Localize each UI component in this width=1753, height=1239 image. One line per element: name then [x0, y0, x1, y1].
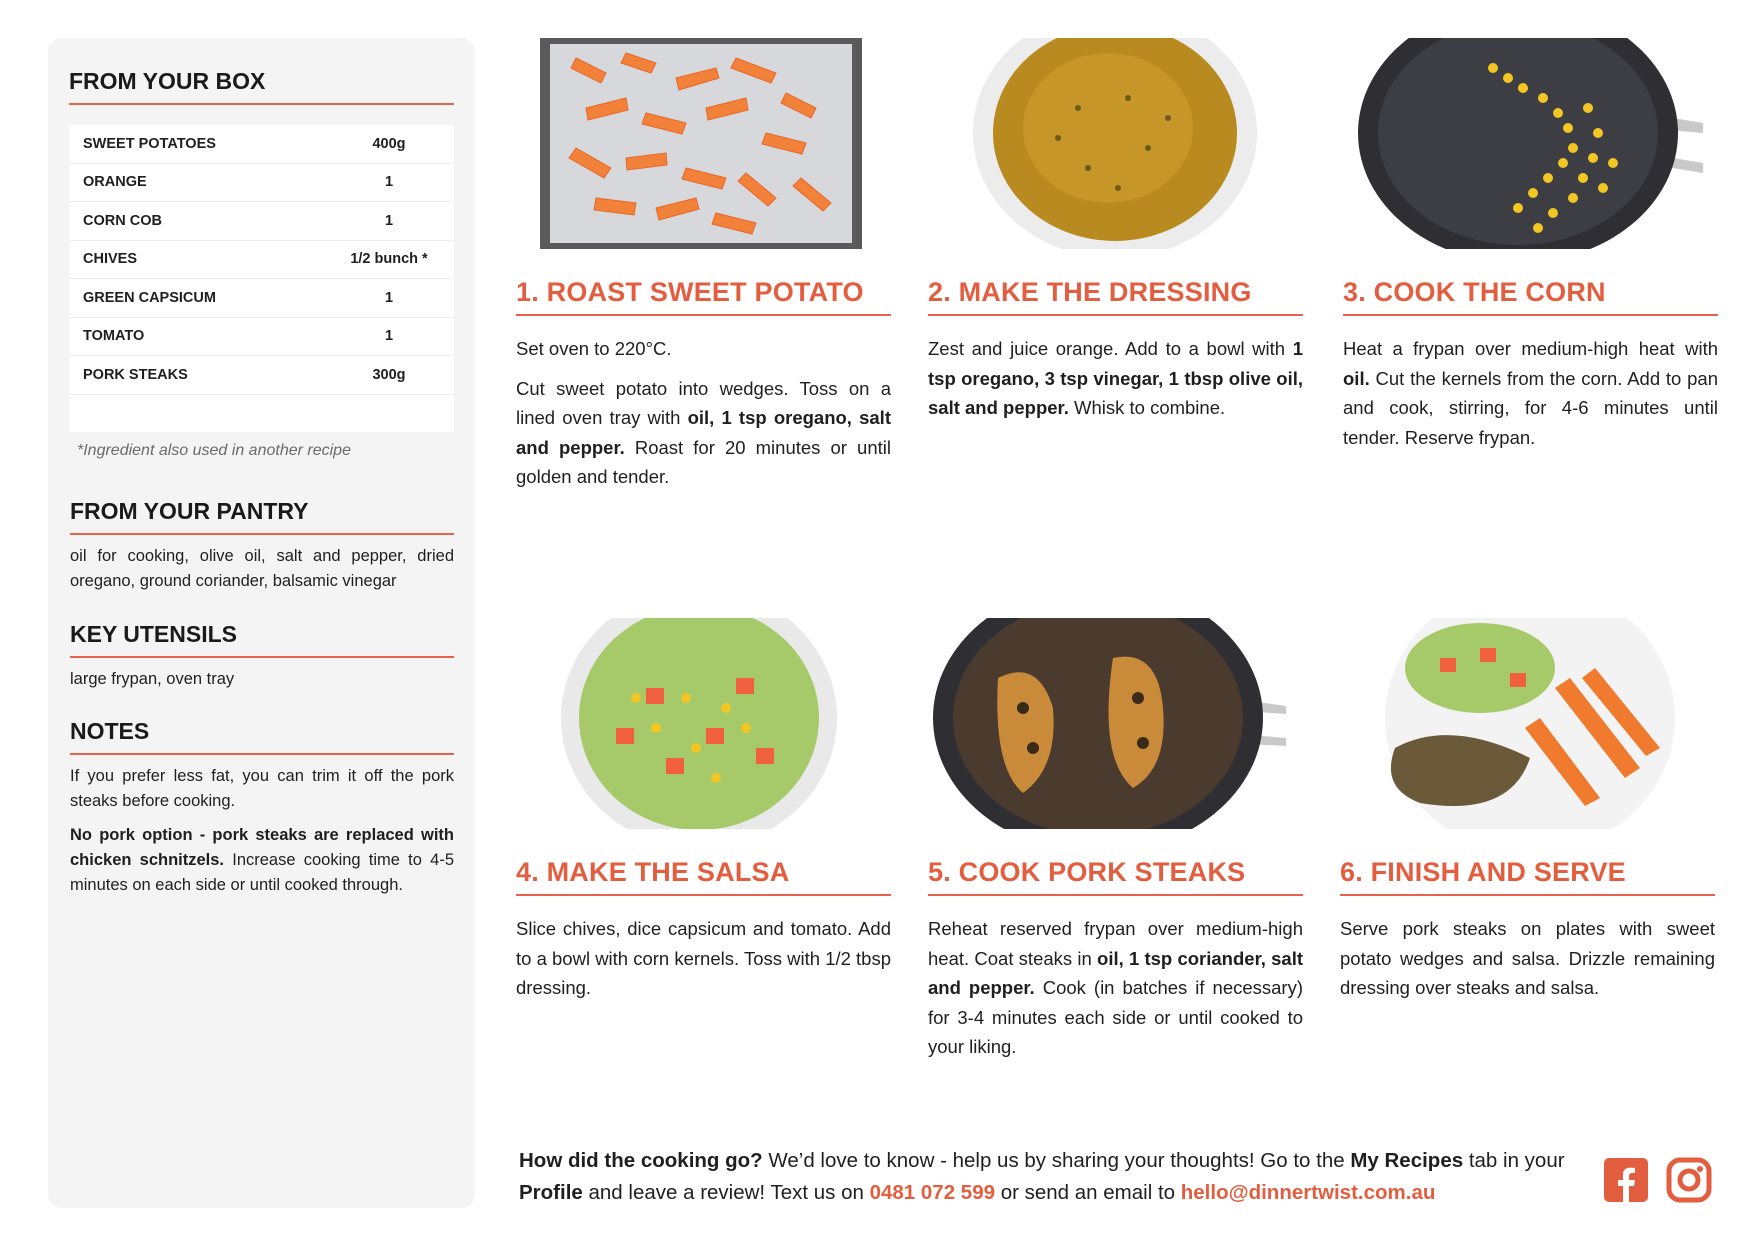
step-title: 6. FINISH AND SERVE — [1340, 857, 1715, 896]
table-row — [69, 318, 454, 357]
ingredient-name: GREEN CAPSICUM — [83, 289, 216, 306]
step-text — [516, 374, 891, 492]
step-text-part: Heat a frypan over medium-high heat with — [1343, 338, 1718, 359]
step-4 — [516, 618, 891, 1003]
salsa-bowl-photo — [516, 618, 891, 829]
notes-alternative — [70, 823, 454, 898]
ingredient-qty: 1 — [384, 289, 394, 306]
ingredient-qty: 1 — [384, 212, 394, 229]
step-text-part: Cook (in batches if necessary) for 3-4 minutes each side or until cooked to your liking. — [928, 977, 1304, 1057]
table-row — [69, 356, 454, 395]
finished-plate-photo — [1340, 618, 1715, 829]
step-text-part: Cut the kernels from the corn. Add to pan and cook, stirring, for 4-6 minutes until tender. Reserve frypan. — [1343, 367, 1718, 448]
notes-alternative-text: Increase cooking time to 4-5 minutes on each side or until cooked through. — [70, 851, 455, 894]
step-5 — [928, 618, 1303, 1062]
email-link[interactable]: hello@dinnertwist.com.au — [1180, 1180, 1436, 1204]
pantry-text: oil for cooking, olive oil, salt and pepper, dried oregano, ground coriander, balsamic vinegar — [70, 547, 454, 590]
step-text: Slice chives, dice capsicum and tomato. Add to a bowl with corn kernels. Toss with 1/2 tbsp dressing. — [516, 918, 891, 998]
step-text-part: Whisk to combine. — [1068, 397, 1226, 418]
step-2 — [928, 38, 1303, 423]
step-1 — [516, 38, 891, 492]
corn-pan-photo — [1343, 38, 1718, 249]
ingredient-qty: 300g — [372, 366, 406, 383]
table-row — [69, 202, 454, 241]
ingredient-name: TOMATO — [83, 328, 145, 345]
table-row — [69, 279, 454, 318]
notes-alternative-bold: No pork option - pork steaks are replaced with chicken schnitzels. — [70, 826, 454, 869]
step-title: 1. ROAST SWEET POTATO — [516, 277, 891, 316]
step-text: Set oven to 220°C. — [516, 338, 672, 359]
step-text-part: Roast for 20 minutes or until golden and tender. — [516, 436, 891, 487]
ingredient-name: CORN COB — [83, 212, 162, 229]
ingredient-name: CHIVES — [83, 251, 137, 268]
my-recipes-link[interactable]: My Recipes — [1350, 1149, 1464, 1172]
step-title: 4. MAKE THE SALSA — [516, 857, 891, 896]
from-your-box-heading: FROM YOUR BOX — [69, 68, 454, 105]
ingredient-name: SWEET POTATOES — [83, 135, 216, 152]
step-text-bold: oil. — [1343, 367, 1370, 389]
instagram-icon[interactable] — [1666, 1157, 1712, 1203]
step-text-bold: 1 tsp oregano, 3 tsp vinegar, 1 tbsp olive oil, salt and pepper. — [928, 338, 1303, 418]
ingredient-name: ORANGE — [83, 174, 147, 191]
step-text — [1343, 334, 1718, 452]
notes-section — [70, 718, 454, 898]
step-title: 5. COOK PORK STEAKS — [928, 857, 1303, 896]
footer-text: tab in your — [1463, 1149, 1565, 1172]
table-row — [69, 125, 454, 164]
notes-heading: NOTES — [70, 718, 454, 755]
feedback-footer — [519, 1145, 1579, 1208]
step-text-bold: oil, 1 tsp oregano, salt and pepper. — [516, 407, 891, 458]
step-3 — [1343, 38, 1718, 452]
footer-text: and leave a review! Text us on — [582, 1180, 870, 1204]
footer-text: or send an email to — [995, 1180, 1181, 1204]
roast-sweet-potato-photo — [516, 38, 891, 249]
step-text: Serve pork steaks on plates with sweet potato wedges and salsa. Drizzle remaining dressing over steaks and salsa. — [1340, 918, 1715, 998]
ingredient-qty: 400g — [372, 135, 406, 152]
table-row — [69, 241, 454, 280]
ingredient-qty: 1 — [384, 174, 394, 191]
utensils-heading: KEY UTENSILS — [70, 621, 454, 658]
ingredients-panel — [48, 38, 475, 1208]
step-text-bold: oil, 1 tsp coriander, salt and pepper. — [928, 947, 1303, 998]
footer-text: We’d love to know - help us by sharing your thoughts! Go to the — [762, 1149, 1351, 1172]
pork-steaks-pan-photo — [928, 618, 1303, 829]
notes-text: If you prefer less fat, you can trim it off the pork steaks before cooking. — [70, 767, 454, 810]
step-title: 2. MAKE THE DRESSING — [928, 277, 1303, 316]
facebook-icon[interactable] — [1603, 1157, 1649, 1203]
step-text — [928, 914, 1303, 1062]
ingredient-name: PORK STEAKS — [83, 366, 188, 383]
table-row — [69, 164, 454, 203]
utensils-text: large frypan, oven tray — [70, 670, 235, 688]
step-text-part: Zest and juice orange. Add to a bowl with — [928, 338, 1293, 359]
ingredients-table — [69, 125, 454, 432]
dressing-bowl-photo — [928, 38, 1303, 249]
utensils-section — [70, 621, 454, 692]
step-6 — [1340, 618, 1715, 1003]
ingredient-qty: 1 — [384, 328, 394, 345]
profile-link[interactable]: Profile — [519, 1180, 583, 1204]
step-title: 3. COOK THE CORN — [1343, 277, 1718, 316]
step-text-part: Reheat reserved frypan over medium-high heat. Coat steaks in — [928, 918, 1303, 969]
feedback-question: How did the cooking go? — [519, 1149, 763, 1172]
pantry-section — [70, 498, 454, 594]
pantry-heading: FROM YOUR PANTRY — [70, 498, 454, 535]
ingredient-qty: 1/2 bunch * — [350, 251, 428, 268]
ingredient-footnote: *Ingredient also used in another recipe — [77, 442, 351, 459]
step-text-part: Cut sweet potato into wedges. Toss on a lined oven tray with — [516, 377, 891, 428]
phone-number-link[interactable]: 0481 072 599 — [869, 1180, 995, 1204]
step-text — [928, 334, 1303, 423]
